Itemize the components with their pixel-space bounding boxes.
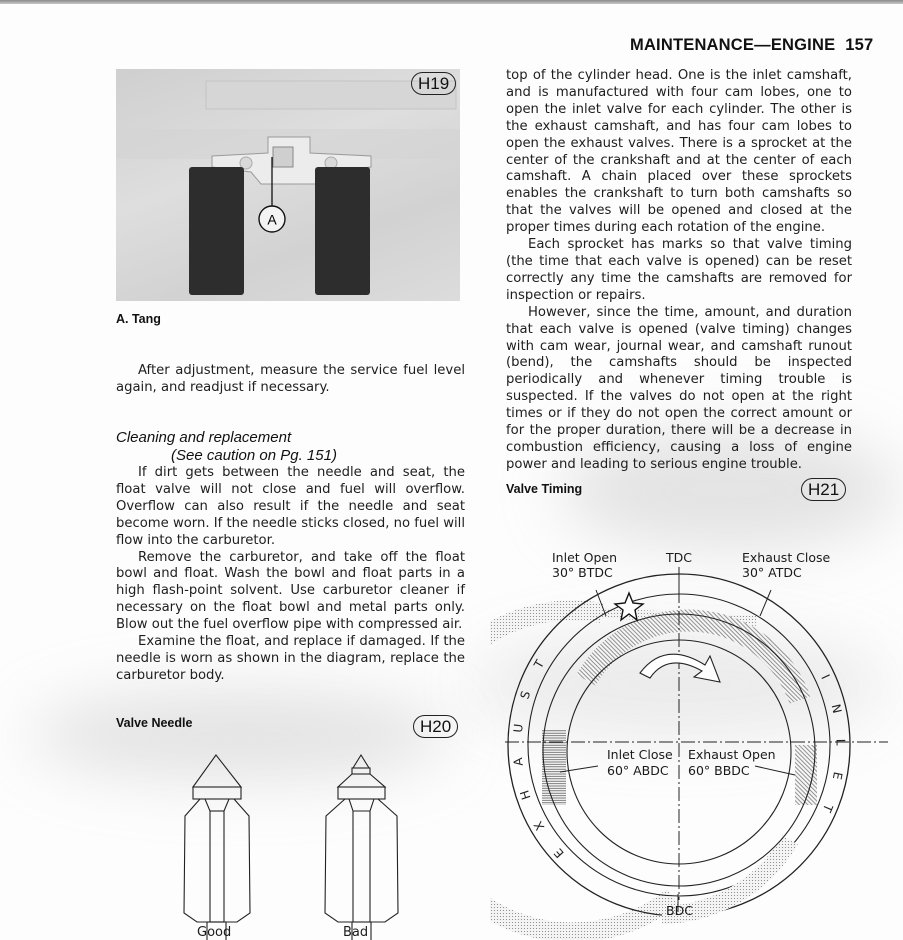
after-adjustment-paragraph <box>116 363 465 397</box>
float-assembly-image <box>116 69 460 301</box>
inlet-close-label: Inlet Close <box>607 747 673 762</box>
rotation-arrow-icon <box>640 654 720 682</box>
cleaning-text <box>116 465 465 685</box>
label-bad: Bad <box>343 925 369 940</box>
exhaust-ring-letter: E <box>551 845 567 861</box>
inlet-ring-letter: I <box>818 672 833 682</box>
figure-tag-h21: H21 <box>801 478 846 501</box>
exhaust-ring-letter: U <box>510 723 526 734</box>
paragraph: Each sprocket has marks so that valve timing (the time that each valve is opened) can be reset correctly any time the camshafts are removed for inspection or repairs. <box>506 237 852 303</box>
paragraph: Remove the carburetor, and take off the float bowl and float. Wash the bowl and float parts in a high flash-point solvent. Use carburetor cleaner if necessary on the float bowl and metal parts only. Blow out the fuel overflow pipe with compressed air. <box>116 549 465 633</box>
inlet-open-angle: 30° BTDC <box>552 565 613 580</box>
paragraph: If dirt gets between the needle and seat, the float valve will not close and fuel will overflow. Overflow can also result if the needle and seat become worn. If the needle sticks closed, no fuel will flow into the carburetor. <box>116 465 465 548</box>
inlet-ring-letter: E <box>829 770 846 781</box>
section-title: MAINTENANCE—ENGINE <box>630 36 836 54</box>
paragraph: However, since the time, amount, and duration that each valve is opened (valve timing) changes with cam wear, journal wear, and camshaft runout (bend), the camshafts should be inspected periodically and whenever timing trouble is suspected. If the valves do not open at the right times or if they do not open the correct amount or for the proper duration, there will be a decrease in combustion efficiency, causing a loss of engine power and leading to serious engine trouble. <box>506 304 852 472</box>
inlet-close-angle: 60° ABDC <box>607 763 669 778</box>
exhaust-open-label: Exhaust Open <box>688 747 776 762</box>
tang-photo <box>116 69 460 301</box>
camshaft-text <box>506 68 852 474</box>
figure-title-h21: Valve Timing <box>506 482 583 496</box>
exhaust-ring-letter: X <box>531 818 548 833</box>
scan-top-edge <box>0 0 903 4</box>
good-needle-drawing <box>184 755 250 940</box>
callout-a: A <box>267 211 277 228</box>
valve-needle-diagram <box>100 740 480 940</box>
bad-needle-drawing <box>325 755 398 940</box>
exhaust-close-label: Exhaust Close <box>742 550 831 565</box>
figure-tag-h20: H20 <box>413 715 458 738</box>
page-number: 157 <box>845 36 874 54</box>
section-heading: Cleaning and replacement <box>116 429 292 446</box>
exhaust-ring-letter: A <box>511 757 526 767</box>
inlet-ring-letter: L <box>833 738 848 746</box>
paragraph: top of the cylinder head. One is the inlet camshaft, and is manufactured with four cam lobes, one to open the inlet valve for each cylinder. The other is the exhaust camshaft, and has four cam lobes to open the exhaust valves. There is a sprocket at the center of the crankshaft and at the center of each camshaft. A chain placed over these sprockets enables the crankshaft to turn both camshafts so that the valves will be opened and closed at the proper times during each rotation of the engine. <box>506 68 852 236</box>
exhaust-ring-letter: T <box>531 657 548 671</box>
tdc-label: TDC <box>666 550 692 565</box>
exhaust-ring-letter: S <box>517 689 534 701</box>
figure-caption-h19: A. Tang <box>116 312 161 326</box>
inlet-ring-letter: N <box>828 702 845 715</box>
figure-tag-h19: H19 <box>411 72 456 95</box>
label-good: Good <box>197 925 232 940</box>
valve-timing-diagram <box>490 540 903 940</box>
inlet-ring-letter: T <box>819 801 836 815</box>
exhaust-close-angle: 30° ATDC <box>742 565 802 580</box>
paragraph: After adjustment, measure the service fuel level again, and readjust if necessary. <box>116 363 465 395</box>
exhaust-ring-letter: H <box>517 788 534 802</box>
figure-title-h20: Valve Needle <box>116 716 193 730</box>
bdc-label: BDC <box>666 903 693 918</box>
inlet-open-label: Inlet Open <box>552 550 618 565</box>
running-header <box>630 36 873 55</box>
paragraph: Examine the float, and replace if damaged. If the needle is worn as shown in the diagram, replace the carburetor body. <box>116 634 465 683</box>
exhaust-open-angle: 60° BBDC <box>688 763 750 778</box>
section-subheading: (See caution on Pg. 151) <box>171 447 337 464</box>
